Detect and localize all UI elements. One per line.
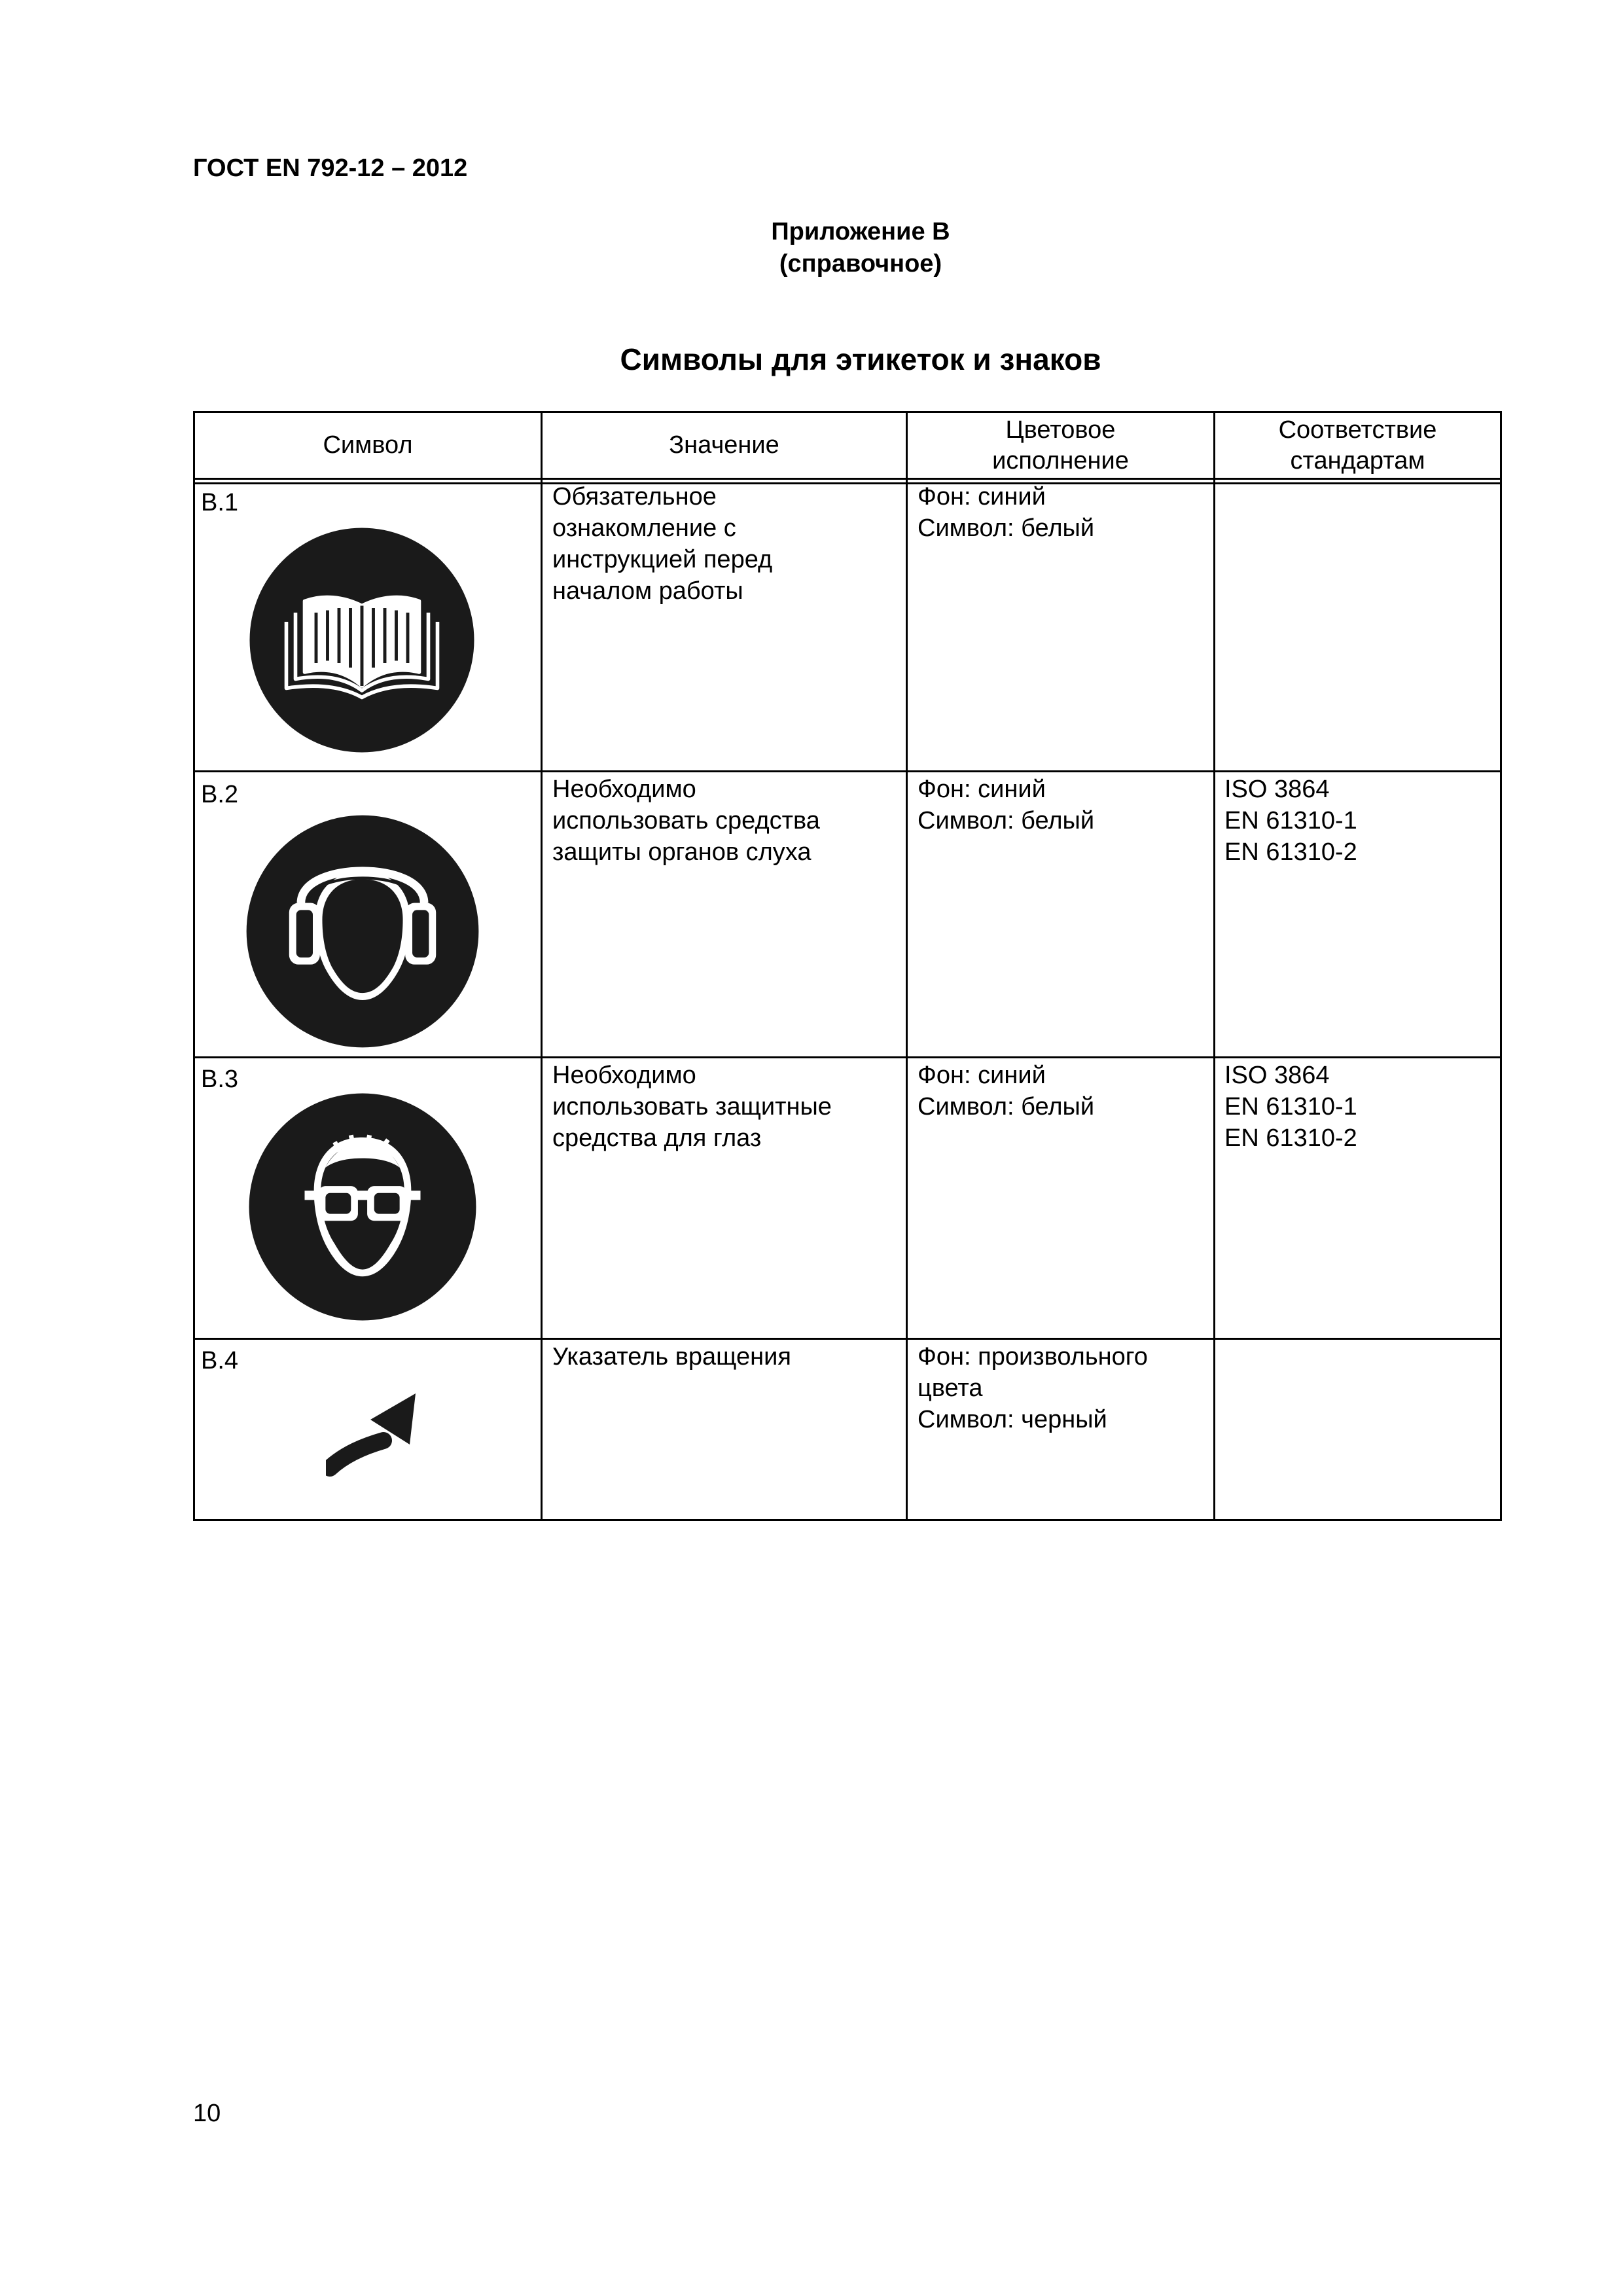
color-line: Фон: произвольного [918,1343,1148,1371]
color-cell [918,481,1205,544]
standard-code: ГОСТ EN 792-12 – 2012 [193,154,468,182]
row-code: В.1 [201,489,239,516]
column-divider [541,413,543,1519]
color-line: Символ: белый [918,1093,1095,1121]
header-meaning [543,413,906,478]
meaning-cell [552,481,899,607]
color-cell [918,1341,1205,1435]
header-symbol [195,413,541,478]
read-instructions-book-icon [247,526,476,755]
meaning-line: инструкцией перед [552,546,773,573]
meaning-line: ознакомление с [552,514,736,542]
color-line: цвета [918,1374,983,1402]
header-meaning-label: Значение [669,431,779,459]
rotation-arrow-icon [326,1388,424,1480]
annex-title: Приложение В [771,218,950,245]
column-divider [1213,413,1215,1519]
hearing-protection-icon [244,813,481,1050]
color-line: Символ: белый [918,807,1095,834]
color-line: Фон: синий [918,1062,1046,1089]
row-divider [195,770,1500,772]
meaning-line: началом работы [552,577,743,605]
meaning-line: Указатель вращения [552,1343,791,1371]
header-standards-line1: Соответствие [1278,416,1437,444]
meaning-line: Необходимо [552,776,696,803]
standard-line: EN 61310-1 [1224,1093,1357,1121]
standard-line: EN 61310-2 [1224,838,1357,866]
meaning-cell [552,774,899,868]
eye-protection-icon [247,1091,478,1323]
standard-line: EN 61310-2 [1224,1124,1357,1152]
header-standards [1215,413,1500,478]
page-number: 10 [193,2100,221,2127]
meaning-line: средства для глаз [552,1124,762,1152]
meaning-line: использовать защитные [552,1093,832,1121]
standards-cell [1224,1060,1493,1154]
meaning-line: Обязательное [552,483,717,511]
standard-line: ISO 3864 [1224,776,1330,803]
row-code: В.4 [201,1347,239,1374]
meaning-cell [552,1341,899,1372]
meaning-line: защиты органов слуха [552,838,812,866]
meaning-line: использовать средства [552,807,820,834]
header-symbol-label: Символ [323,431,413,459]
color-line: Символ: черный [918,1406,1107,1433]
header-color [908,413,1213,478]
color-line: Символ: белый [918,514,1095,542]
standard-line: EN 61310-1 [1224,807,1357,834]
header-color-line2: исполнение [992,446,1129,475]
header-standards-line2: стандартам [1290,446,1425,475]
column-divider [906,413,908,1519]
color-cell [918,774,1205,836]
color-line: Фон: синий [918,776,1046,803]
color-line: Фон: синий [918,483,1046,511]
header-color-line1: Цветовое [1005,416,1116,444]
meaning-line: Необходимо [552,1062,696,1089]
annex-type: (справочное) [779,250,942,278]
standards-cell [1224,774,1493,868]
meaning-cell [552,1060,899,1154]
row-divider [195,1338,1500,1340]
row-code: В.2 [201,781,239,808]
row-code: В.3 [201,1066,239,1093]
table-title: Символы для этикеток и знаков [620,342,1101,376]
standard-line: ISO 3864 [1224,1062,1330,1089]
symbols-table [193,411,1502,1521]
color-cell [918,1060,1205,1122]
row-divider [195,1056,1500,1058]
